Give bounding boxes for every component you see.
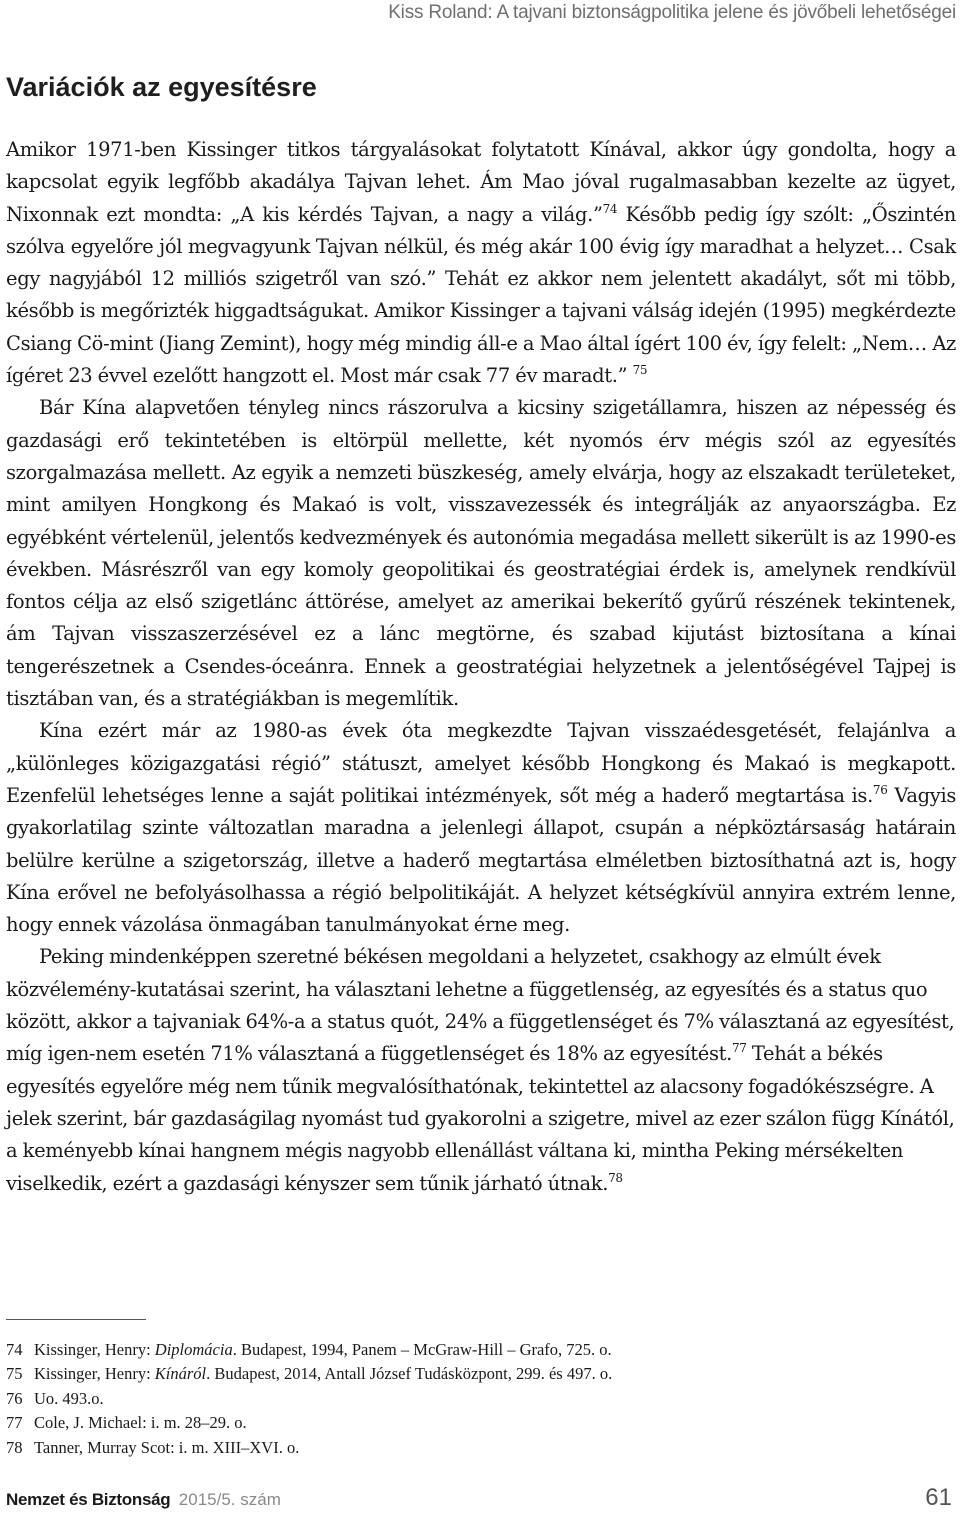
footnote-number: 75 <box>6 1364 23 1384</box>
paragraph-2 <box>6 392 956 715</box>
footnote-divider <box>6 1319 146 1320</box>
footnote-text: Kissinger, Henry: <box>34 1364 155 1384</box>
footnote-item <box>6 1387 946 1411</box>
paragraph-text: Bár Kína alapvetően tényleg nincs rászorulva a kicsiny szigetállamra, hiszen az népesség és gazdasági erő tekintetében is eltörpül mellette, két nyomós érv mégis szól az egyesítés szorgalmazása mellett. Az egyik a nemzeti büszkeség, amely elvárja, hogy az elszakadt területeket, mint amilyen Hongkong és Makaó is volt, visszavezessék és integrálják az anyaországba. Ez egyébként vértelenül, jelentős kedvezmények és autonómia megadása mellett sikerült is az 1990-es években. Másrészről van egy komoly geopolitikai és geostratégiai érdek is, amelynek rendkívül fontos célja az első szigetlánc áttörése, amelyet az amerikai bekerítő gyűrű részének tekintenek, ám Tajvan visszaszerzésével ez a lánc megtörne, és szabad kijutást biztosítana a kínai tengerészetnek a Csendes-óceánra. Ennek a geostratégiai helyzetnek a jelentőségével Tajpej is tisztában van, és a stratégiákban is megemlítik. <box>6 396 956 711</box>
section-title: Variációk az egyesítésre <box>6 72 317 102</box>
footnote-title: Diplomácia <box>154 1340 233 1359</box>
footnote-ref-74[interactable]: 74 <box>602 201 618 216</box>
footnote-number: 76 <box>6 1388 23 1408</box>
article-body <box>6 134 956 1200</box>
footnote-number: 74 <box>6 1340 23 1359</box>
running-header: Kiss Roland: A tajvani biztonságpolitika jelene és jövőbeli lehetőségei <box>388 2 956 23</box>
footnote-item <box>6 1362 946 1386</box>
paragraph-text: Vagyis gyakorlatilag szinte változatlan maradna a jelenlegi állapot, csupán a népköztársaság határain belülre kerülne a szigetország, illetve a haderő megtartása elméletben biztosíthatná azt is, hogy Kína erővel ne befolyásolhassa a régió belpolitikáját. A helyzet kétségkívül annyira extrém lenne, hogy ennek vázolása önmagában tanulmányokat érne meg. <box>6 783 956 937</box>
footnote-text: . Budapest, 2014, Antall József Tudásközpont, 299. és 497. o. <box>206 1364 613 1384</box>
paragraph-3 <box>6 715 956 941</box>
footnote-text: Kissinger, Henry: <box>34 1340 155 1359</box>
footnote-title: Kínáról <box>154 1364 207 1384</box>
footnote-ref-78[interactable]: 78 <box>608 1170 623 1185</box>
footnote-ref-77[interactable]: 77 <box>731 1041 747 1056</box>
footnote-item <box>6 1338 946 1362</box>
paragraph-text: Peking mindenképpen szeretné békésen megoldani a helyzetet, csakhogy az elmúlt évek közvélemény-kutatásai szerint, ha választani lehetne a függetlenség, az egyesítés és a status quo között, akkor a tajvaniak 64%-a a status quót, 24% a függetlenséget és 7% választaná az egyesítést, míg igen-nem esetén 71% választaná a függetlenséget és 18% az egyesítést. <box>6 945 955 1066</box>
journal-name: Nemzet és Biztonság <box>6 1490 171 1509</box>
page-number: 61 <box>925 1484 952 1511</box>
page-footer <box>6 1484 952 1512</box>
footnote-item <box>6 1436 946 1460</box>
paragraph-text: Később pedig így szólt: „Őszintén szólva egyelőre jól megvagyunk Tajvan nélkül, és még akár 100 évig így maradhat a helyzet… Csak egy nagyjából 12 milliós szigetről van szó.” Tehát ez akkor nem jelentett akadályt, sőt mi több, később is megőrizték higgadtságukat. Amikor Kissinger a tajvani válság idején (1995) megkérdezte Csiang Cö-mint (Jiang Zemint), hogy még mindig áll-e a Mao által ígért 100 év, így felelt: „Nem… Az ígéret 23 évvel ezelőtt hangzott el. Most már csak 77 év maradt.” <box>6 202 956 388</box>
footnote-number: 77 <box>6 1413 23 1433</box>
footnote-text: Tanner, Murray Scot: i. m. XIII–XVI. o. <box>34 1437 300 1457</box>
footnote-text: Cole, J. Michael: i. m. 28–29. o. <box>34 1413 247 1433</box>
paragraph-4 <box>6 941 956 1199</box>
paragraph-text: Kína ezért már az 1980-as évek óta megkezdte Tajvan visszaédesgetését, felajánlva a „különleges közigazgatási régió” státuszt, amelyet később Hongkong és Makaó is megkapott. Ezenfelül lehetséges lenne a saját politikai intézmények, sőt még a haderő megtartása is. <box>6 719 956 807</box>
paragraph-text: Amikor 1971-ben Kissinger titkos tárgyalásokat folytatott Kínával, akkor úgy gondolta, hogy a kapcsolat egyik legfőbb akadálya Tajvan lehet. Ám Mao jóval rugalmasabban kezelte az ügyet, Nixonnak ezt mondta: „A kis kérdés Tajvan, a nagy a világ.” <box>6 138 956 226</box>
paragraph-text: Tehát a békés egyesítés egyelőre még nem tűnik megvalósíthatónak, tekintettel az alacsony fogadókészségre. A jelek szerint, bár gazdaságilag nyomást tud gyakorolni a szigetre, mivel az ezer szálon függ Kínától, a keményebb kínai hangnem mégis nagyobb ellenállást váltana ki, mintha Peking mérsékelten viselkedik, ezért a gazdasági kényszer sem tűnik járható útnak. <box>6 1042 955 1195</box>
footnote-ref-75[interactable]: 75 <box>632 363 648 378</box>
footnote-list <box>6 1338 946 1460</box>
paragraph-1 <box>6 134 956 392</box>
footnote-text: . Budapest, 1994, Panem – McGraw-Hill – Grafo, 725. o. <box>232 1340 612 1359</box>
issue-label: 2015/5. szám <box>178 1490 281 1509</box>
footnote-ref-76[interactable]: 76 <box>872 782 888 797</box>
footnote-number: 78 <box>6 1437 23 1457</box>
footnote-item <box>6 1411 946 1435</box>
footnote-text: Uo. 493.o. <box>34 1388 104 1408</box>
